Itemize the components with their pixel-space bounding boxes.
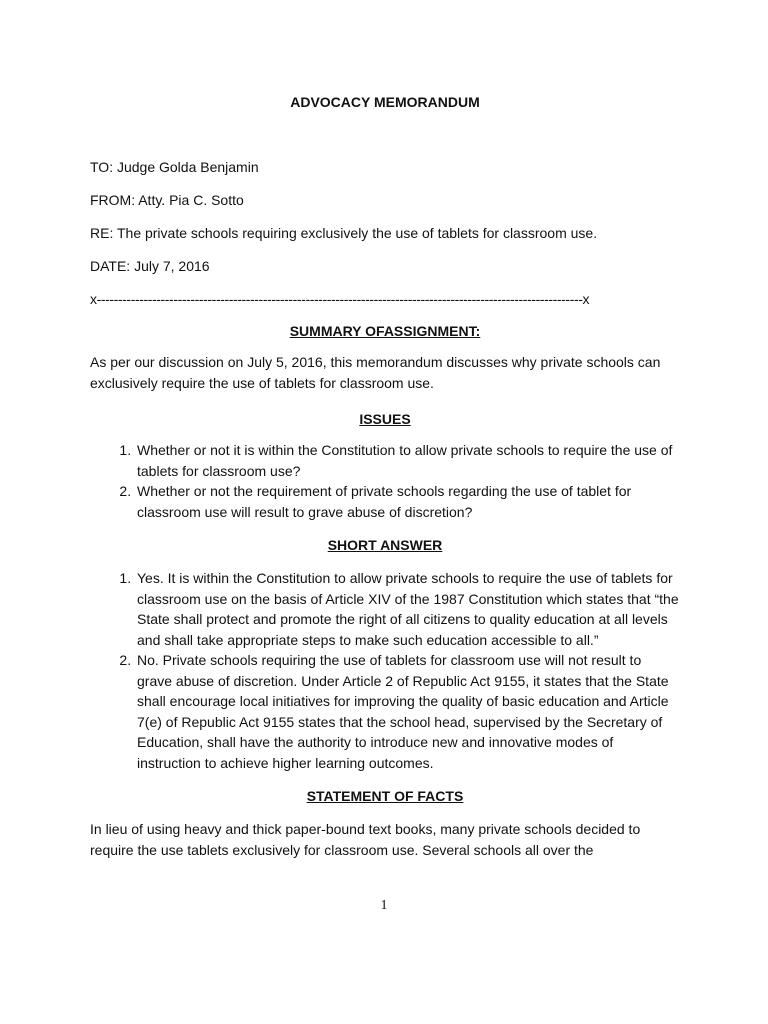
re-line: RE: The private schools requiring exclusively the use of tablets for classroom use. bbox=[90, 225, 598, 241]
from-line: FROM: Atty. Pia C. Sotto bbox=[90, 192, 244, 208]
memo-page bbox=[90, 94, 680, 871]
short-answer-item: 1. Yes. It is within the Constitution to allow private schools to require the use of tablets for classroom use on the basis of Article XIV of the 1987 Constitution which states that “the State shall protect and promote the right of all citizens to quality education at all levels and shall take appropriate steps to make such education accessible to all.” bbox=[135, 568, 680, 650]
divider-line: x------------------------------------------------------------------------------------------------------------------x bbox=[90, 291, 590, 307]
issue-item: 1. Whether or not it is within the Constitution to allow private schools to require the use of tablets for classroom use? bbox=[135, 440, 680, 481]
memo-title: ADVOCACY MEMORANDUM bbox=[290, 94, 480, 110]
summary-heading: SUMMARY OFASSIGNMENT: bbox=[289, 323, 481, 339]
issue-item: 2. Whether or not the requirement of private schools regarding the use of tablet for classroom use will result to grave abuse of discretion? bbox=[135, 481, 680, 522]
summary-text: As per our discussion on July 5, 2016, this memorandum discusses why private schools can exclusively require the use of tablets for classroom use. bbox=[90, 354, 661, 391]
facts-text: In lieu of using heavy and thick paper-bound text books, many private schools decided to require the use tablets exclusively for classroom use. Several schools all over the bbox=[90, 821, 641, 858]
issues-heading: ISSUES bbox=[359, 411, 411, 427]
short-answer-item: 2. No. Private schools requiring the use of tablets for classroom use will not result to grave abuse of discretion. Under Article 2 of Republic Act 9155, it states that the State shall encourage local initiatives for improving the quality of basic education and Article 7(e) of Republic Act 9155 states that the school head, supervised by the Secretary of Education, shall have the authority to introduce new and innovative modes of instruction to achieve higher learning outcomes. bbox=[135, 650, 680, 773]
short-answer-list bbox=[90, 568, 680, 773]
facts-heading: STATEMENT OF FACTS bbox=[306, 788, 464, 804]
to-line: TO: Judge Golda Benjamin bbox=[90, 159, 259, 175]
page-number: 1 bbox=[380, 898, 388, 913]
short-answer-heading: SHORT ANSWER bbox=[327, 537, 443, 553]
issues-list bbox=[90, 440, 680, 522]
date-line: DATE: July 7, 2016 bbox=[90, 258, 210, 274]
